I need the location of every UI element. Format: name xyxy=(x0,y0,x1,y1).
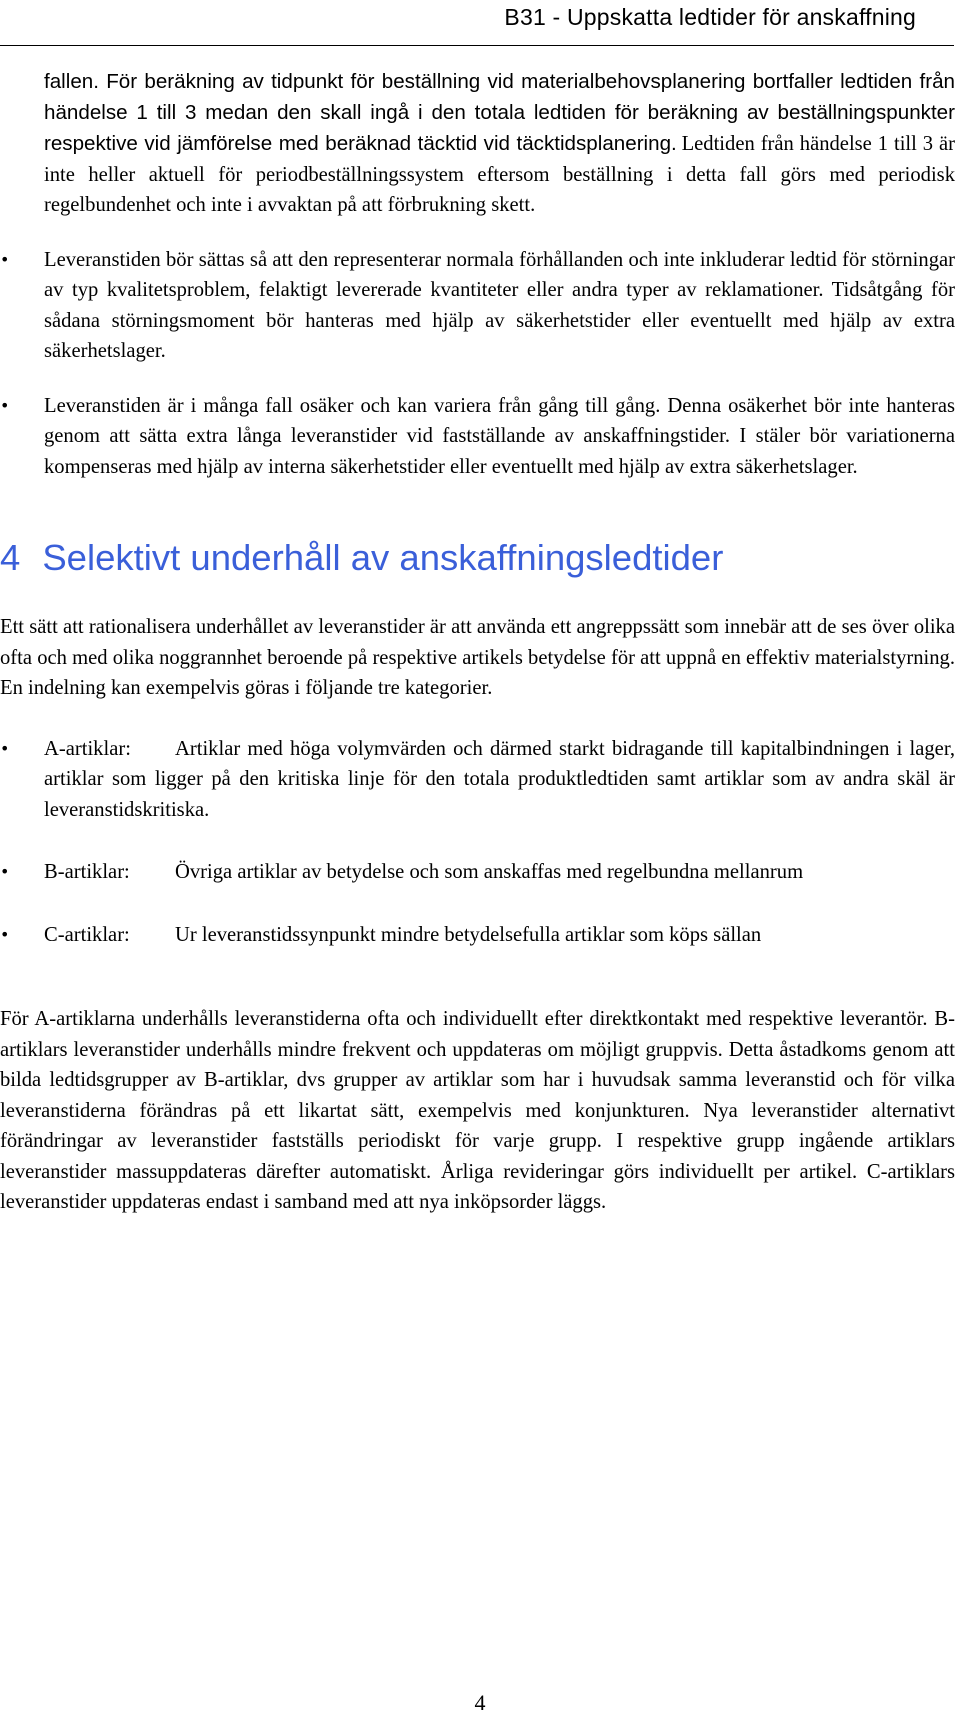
bullet-icon: • xyxy=(0,249,10,269)
list-item-text: Leveranstiden är i många fall osäker och kan variera från gång till gång. Denna osäkerhet bör inte hanteras genom att sätta extra långa leveranstider vid fastställande av anskaffningstider. I stäler bör variationerna kompenseras med hjälp av interna säkerhetstider eller eventuellt med hjälp av extra säkerhetslager. xyxy=(44,394,955,478)
category-term: B-artiklar: xyxy=(44,861,130,883)
category-item xyxy=(0,920,955,951)
category-description: Ur leveranstidssynpunkt mindre betydelsefulla artiklar som köps sällan xyxy=(175,923,762,946)
category-item xyxy=(0,857,955,888)
section-intro-paragraph: Ett sätt att rationalisera underhållet av leveranstider är att använda ett angreppssätt som innebär att de ses över olika ofta och med olika noggrannhet beroende på respektive artikels betydelse för att uppnå en effektiv materialstyrning. En indelning kan exempelvis göras i följande tre kategorier. xyxy=(0,616,955,699)
closing-paragraph: För A-artiklarna underhålls leveranstiderna ofta och individuellt efter direktkontakt med respektive leverantör. B-artiklars leveranstider underhålls mindre frekvent och uppdateras om möjligt gruppvis. Detta åstadkoms genom att bilda ledtidsgrupper av B-artiklar, dvs grupper av artiklar som har i huvudsak samma leveranstid och för vilka leveranstiderna förändras på ett likartat sätt, exempelvis med konjunkturen. Nya leveranstider alternativt förändringar av leveranstider fastställs periodiskt för varje grupp. I respektive grupp ingående artiklars leveranstider massuppdateras därefter automatiskt. Årliga revideringar görs individuellt per artikel. C-artiklars leveranstider uppdateras endast i samband med att nya inköpsorder läggs. xyxy=(0,1008,955,1213)
bullet-icon: • xyxy=(0,738,10,758)
section-heading xyxy=(0,536,955,580)
running-header xyxy=(0,0,960,52)
list-item xyxy=(0,391,955,483)
page-number: 4 xyxy=(474,1690,486,1715)
section-number: 4 xyxy=(0,537,21,578)
list-item xyxy=(0,245,955,367)
intro-text-serif: Ledtiden från händelse 1 till 3 är inte heller aktuell för periodbeställningssystem eftersom beställning i detta fall görs med periodisk regelbundenhet och inte i avvaktan på att förbrukning skett. xyxy=(44,133,956,216)
section-title: Selektivt underhåll av anskaffningsledtider xyxy=(42,537,724,578)
category-item xyxy=(0,734,955,826)
bullet-icon: • xyxy=(0,395,10,415)
list-item-text: Leveranstiden bör sättas så att den representerar normala förhållanden och inte inkluderar ledtid för störningar av typ kvalitetsproblem, felaktigt levererade kvantiteter eller andra typer av reklamationer. Tidsåtgång för sådana störningsmoment bör hanteras med hjälp av säkerhetstider eller eventuellt med hjälp av extra säkerhetslager. xyxy=(44,248,955,362)
category-description: Artiklar med höga volymvärden och därmed starkt bidragande till kapitalbindningen i lager, artiklar som ligger på den kritiska linje för den totala produktledtiden samt artiklar som av andra skäl är leveranstidskritiska. xyxy=(44,737,955,821)
bullet-icon: • xyxy=(0,862,10,881)
header-rule xyxy=(0,45,954,46)
bullet-icon: • xyxy=(0,924,10,944)
category-term: A-artiklar: xyxy=(44,737,131,760)
intro-text-sans: fallen. För beräkning av tidpunkt för beställning vid materialbehovsplanering bortfaller ledtiden från händelse 1 till 3 medan den skall ingå i den totala ledtiden för beräkning av beställningspunkter respektive vid jämförelse med beräknad täcktid vid täcktidsplanering. xyxy=(44,70,955,155)
page-content xyxy=(0,66,955,1218)
document-title: B31 - Uppskatta ledtider för anskaffning xyxy=(504,4,916,30)
category-description: Övriga artiklar av betydelse och som anskaffas med regelbundna mellanrum xyxy=(175,861,804,883)
category-term: C-artiklar: xyxy=(44,923,130,946)
bullet-list-top xyxy=(0,245,955,483)
category-list xyxy=(0,734,955,951)
intro-paragraph xyxy=(44,66,955,221)
